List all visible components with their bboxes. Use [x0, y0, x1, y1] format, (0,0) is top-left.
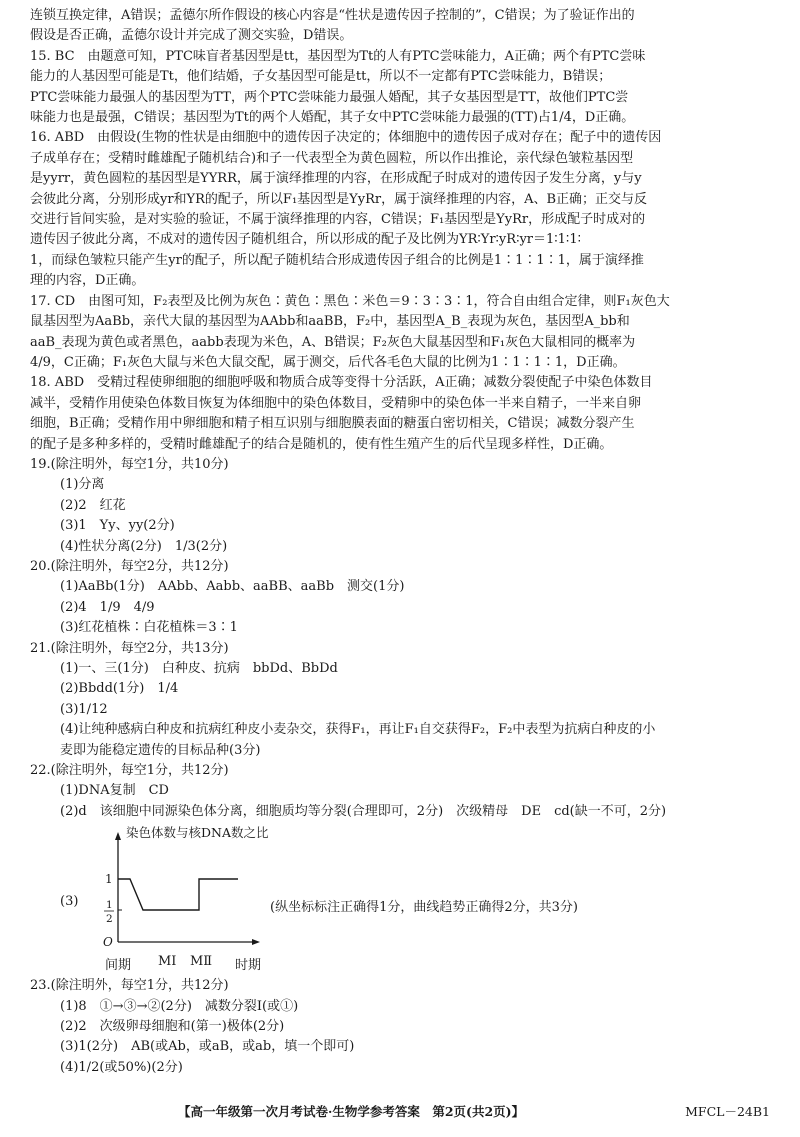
- text-line: 16. ABD 由假设(生物的性状是由细胞中的遗传因子决定的；体细胞中的遗传因子成对存在；配子中的遗传因: [30, 130, 662, 146]
- answer-line: (1)分离: [60, 477, 105, 493]
- question-21: [30, 639, 775, 761]
- question-16: [30, 128, 775, 291]
- answer-line: (2)Bbdd(1分) 1/4: [60, 681, 179, 697]
- text-line: 15. BC 由题意可知，PTC味盲者基因型是tt，基因型为Tt的人有PTC尝味能力，A正确；两个有PTC尝味: [30, 48, 646, 64]
- answer-line: (2)2 红花: [60, 497, 126, 513]
- text-line: 细胞，B正确；受精作用中卵细胞和精子相互识别与细胞膜表面的糖蛋白密切相关，C错误；减数分裂产生: [30, 416, 635, 432]
- question-20: [30, 557, 775, 639]
- answer-line: (1)8 ①→③→②(2分) 减数分裂Ⅰ(或①): [60, 998, 299, 1014]
- y-tick-label-half-numerator: 1: [106, 899, 113, 912]
- origin-label: O: [103, 935, 113, 950]
- y-axis-arrow: [115, 832, 121, 840]
- x-tick-label: MⅠ: [158, 954, 177, 970]
- y-tick-label-1: 1: [105, 872, 113, 887]
- question-18: [30, 373, 775, 455]
- text-line: 4/9，C正确；F₁灰色大鼠与米色大鼠交配，属于测交，后代各毛色大鼠的比例为1∶1∶1∶1，D正确。: [30, 354, 626, 370]
- question-heading: 21.(除注明外，每空2分，共13分): [30, 640, 229, 656]
- text-line: 减半，受精作用使染色体数目恢复为体细胞中的染色体数目，受精卵中的染色体一半来自精子，一半来自卵: [30, 395, 642, 411]
- text-line: 连锁互换定律，A错误；孟德尔所作假设的核心内容是“性状是遗传因子控制的”，C错误；为了验证作出的: [30, 8, 635, 23]
- text-line: 17. CD 由图可知，F₂表型及比例为灰色∶黄色∶黑色∶米色＝9∶3∶3∶1，符合自由组合定律，则F₁灰色大: [30, 293, 670, 309]
- text-line: 18. ABD 受精过程使卵细胞的细胞呼吸和物质合成等变得十分活跃，A正确；减数分裂使配子中染色体数目: [30, 375, 653, 391]
- text-line: 交进行旨间实验，是对实验的验证，不属于演绎推理的内容，C错误；F₁基因型是YyRr，形成配子时成对的: [30, 212, 646, 228]
- answer-line: (3)1/12: [60, 701, 108, 717]
- answer-line: (1)DNA复制 CD: [60, 783, 169, 799]
- answer-line: (4)1/2(或50%)(2分): [60, 1059, 183, 1075]
- question-heading: 19.(除注明外，每空1分，共10分): [30, 456, 229, 472]
- question-heading: 23.(除注明外，每空1分，共12分): [30, 978, 229, 994]
- answer-line: (1)一、三(1分) 白种皮、抗病 bbDd、BbDd: [60, 661, 338, 676]
- question-19: [30, 455, 775, 557]
- answer-line: (4)让纯种感病白种皮和抗病红种皮小麦杂交，获得F₁，再让F₁自交获得F₂，F₂中表型为抗病白种皮的小: [60, 722, 656, 738]
- text-line: 会彼此分离，分别形成yr和YR的配子，所以F₁基因型是YyRr，属于演绎推理的内容，A、B正确；正交与反: [30, 191, 648, 207]
- answer-line: (4)性状分离(2分) 1/3(2分): [60, 538, 228, 554]
- ratio-curve: [118, 879, 238, 910]
- text-line: 假设是否正确，孟德尔设计并完成了测交实验，D错误。: [30, 28, 353, 44]
- question-23: [30, 976, 775, 1078]
- text-line: 子成单存在；受精时雌雄配子随机结合)和子一代表型全为黄色圆粒，所以作出推论，亲代绿色皱粒基因型: [30, 150, 634, 166]
- x-axis-title: 时期: [235, 958, 262, 974]
- text-line: 鼠基因型为AaBb，亲代大鼠的基因型为AAbb和aaBB，F₂中，基因型A_B_表现为灰色，基因型A_bb和: [30, 314, 630, 330]
- footer-title: 【高一年级第一次月考试卷·生物学参考答案 第2页(共2页)】: [178, 1104, 525, 1119]
- y-axis-title: 染色体数与核DNA数之比: [126, 825, 268, 841]
- text-line: 的配子是多种多样的，受精时雌雄配子的结合是随机的，使有性生殖产生的后代呈现多样性，D正确。: [30, 436, 613, 452]
- ratio-chart: [78, 824, 268, 952]
- scoring-note: (纵坐标标注正确得1分，曲线趋势正确得2分，共3分): [270, 900, 578, 916]
- answer-line: (3)1(2分) AB(或Ab，或aB，或ab，填一个即可): [60, 1039, 355, 1055]
- y-tick-label-half-denominator: 2: [106, 913, 113, 926]
- answer-line: (3)红花植株∶白花植株＝3∶1: [60, 620, 238, 636]
- text-line: aaB_表现为黄色或者黑色，aabb表现为米色，A、B错误；F₂灰色大鼠基因型和F₁灰色大鼠相同的概率为: [30, 334, 636, 350]
- question-heading: 22.(除注明外，每空1分，共12分): [30, 763, 229, 779]
- footer-code: MFCL－24B1: [685, 1104, 770, 1119]
- text-line: 能力的人基因型可能是Tt，他们结婚，子女基因型可能是tt，所以不一定都有PTC尝味能力，B错误；: [30, 69, 612, 85]
- x-axis-labels: [30, 952, 775, 976]
- answer-line: (2)d 该细胞中同源染色体分离，细胞质均等分裂(合理即可，2分) 次级精母 DE cd(缺一不可，2分): [60, 803, 667, 819]
- answer-line: (2)4 1/9 4/9: [60, 599, 155, 615]
- text-line: PTC尝味能力最强人的基因型为TT，两个PTC尝味能力最强人婚配，其子女基因型是TT，故他们PTC尝: [30, 89, 629, 105]
- text-line: 1，而绿色皱粒只能产生yr的配子，所以配子随机结合形成遗传因子组合的比例是1∶1∶1∶1，属于演绎推: [30, 252, 644, 268]
- answer-label: (3): [60, 894, 79, 910]
- text-line: 遗传因子彼此分离，不成对的遗传因子随机组合，所以形成的配子及比例为YR∶Yr∶yR∶yr＝1∶1∶1∶: [30, 232, 581, 248]
- x-axis-arrow: [252, 939, 260, 945]
- text-line: 味能力也是最强，C错误；基因型为Tt的两个人婚配，其子女中PTC尝味能力最强的(TT)占1/4，D正确。: [30, 110, 635, 126]
- x-tick-label: 间期: [105, 958, 132, 974]
- question-22: [30, 761, 775, 976]
- question-heading: 20.(除注明外，每空2分，共12分): [30, 558, 229, 574]
- chart-row: [30, 824, 775, 952]
- text-line: 理的内容，D正确。: [30, 273, 145, 289]
- question-17: [30, 292, 775, 374]
- answer-line: (2)2 次级卵母细胞和(第一)极体(2分): [60, 1019, 285, 1035]
- answer-content: [30, 6, 775, 1078]
- answer-line: (3)1 Yy、yy(2分): [60, 518, 175, 534]
- answer-line: 麦即为能稳定遗传的目标品种(3分): [60, 742, 261, 758]
- question-15: [30, 47, 775, 129]
- answer-line: (1)AaBb(1分) AAbb、Aabb、aaBB、aaBb 测交(1分): [60, 579, 405, 595]
- text-line: 是yyrr，黄色圆粒的基因型是YYRR，属于演绎推理的内容，在形成配子时成对的遗传因子发生分离，y与y: [30, 171, 642, 187]
- x-tick-label: MⅡ: [190, 954, 213, 970]
